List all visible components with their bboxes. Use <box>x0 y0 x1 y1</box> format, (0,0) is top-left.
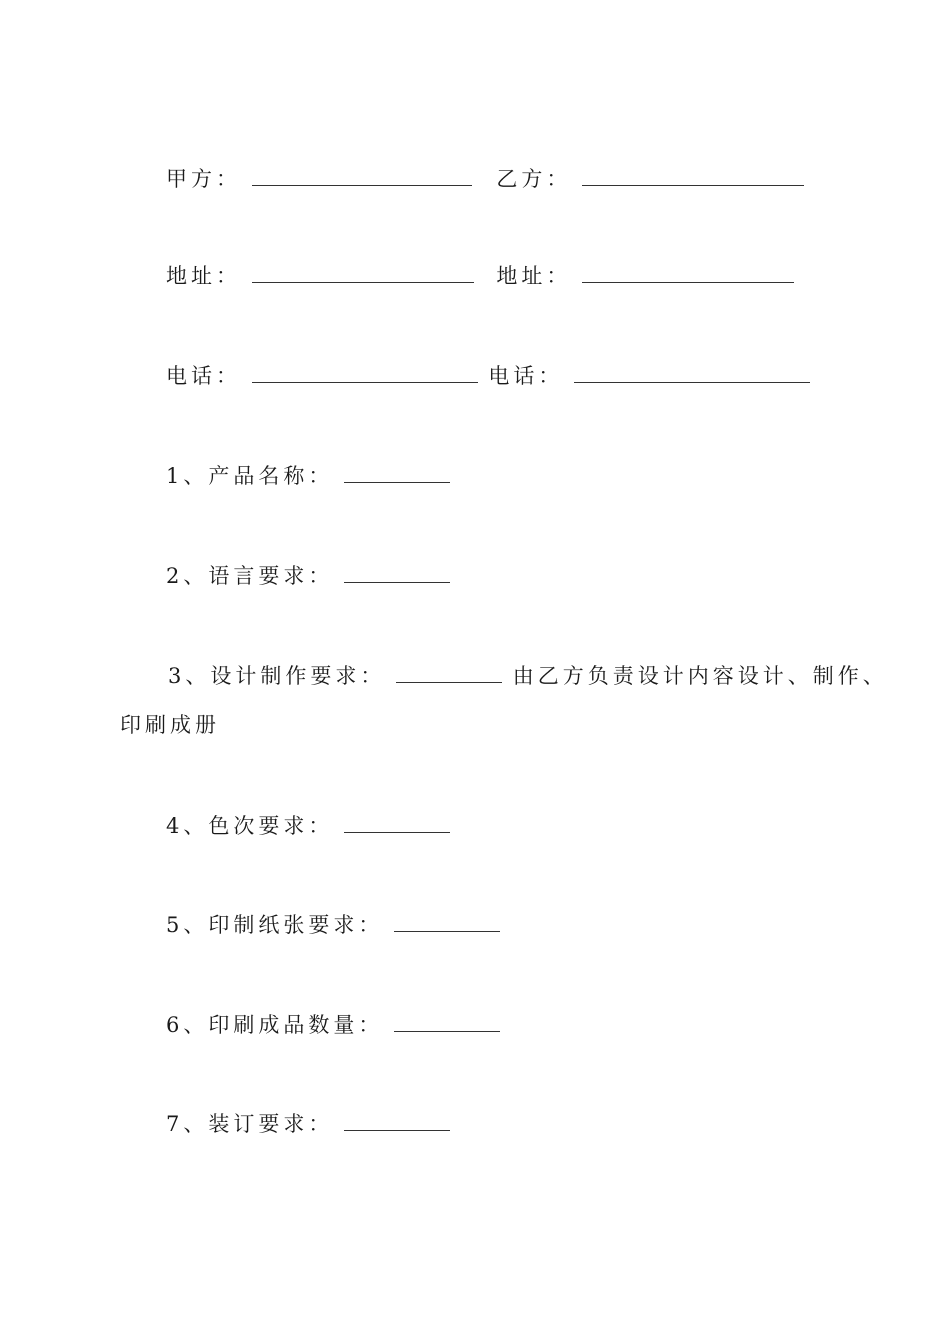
address-b-label: 地址： <box>496 264 572 288</box>
address-a-blank[interactable] <box>252 264 474 283</box>
item-binding <box>166 1111 450 1137</box>
item-continuation: 印刷成册 <box>120 713 220 737</box>
item-paper <box>166 912 500 938</box>
phone-a-label: 电话： <box>166 364 241 388</box>
item-label: 7、装订要求： <box>166 1112 334 1136</box>
address-row <box>166 263 794 289</box>
party-b-label: 乙方： <box>496 167 572 191</box>
item-label: 2、语言要求： <box>166 564 334 588</box>
item-design-continuation <box>120 712 220 738</box>
item-blank[interactable] <box>344 1112 450 1131</box>
item-language <box>166 563 450 589</box>
item-tail: 由乙方负责设计内容设计、制作、 <box>512 664 888 688</box>
item-product-name <box>166 463 450 489</box>
item-blank[interactable] <box>344 464 450 483</box>
party-b-blank[interactable] <box>582 167 804 186</box>
phone-b-blank[interactable] <box>574 364 810 383</box>
item-blank[interactable] <box>344 814 450 833</box>
party-row <box>166 166 804 192</box>
phone-a-blank[interactable] <box>252 364 478 383</box>
item-label: 6、印刷成品数量： <box>166 1013 384 1037</box>
item-blank[interactable] <box>394 913 500 932</box>
phone-row <box>166 363 810 389</box>
party-a-blank[interactable] <box>252 167 472 186</box>
address-b-blank[interactable] <box>582 264 794 283</box>
item-label: 1、产品名称： <box>166 464 334 488</box>
item-color <box>166 813 450 839</box>
item-blank[interactable] <box>396 664 502 683</box>
item-blank[interactable] <box>344 564 450 583</box>
address-a-label: 地址： <box>166 264 241 288</box>
item-label: 3、设计制作要求： <box>168 664 386 688</box>
item-blank[interactable] <box>394 1013 500 1032</box>
phone-b-label: 电话： <box>488 364 564 388</box>
item-label: 5、印制纸张要求： <box>166 913 384 937</box>
item-label: 4、色次要求： <box>166 814 334 838</box>
item-design <box>168 663 888 689</box>
item-quantity <box>166 1012 500 1038</box>
party-a-label: 甲方： <box>166 167 241 191</box>
